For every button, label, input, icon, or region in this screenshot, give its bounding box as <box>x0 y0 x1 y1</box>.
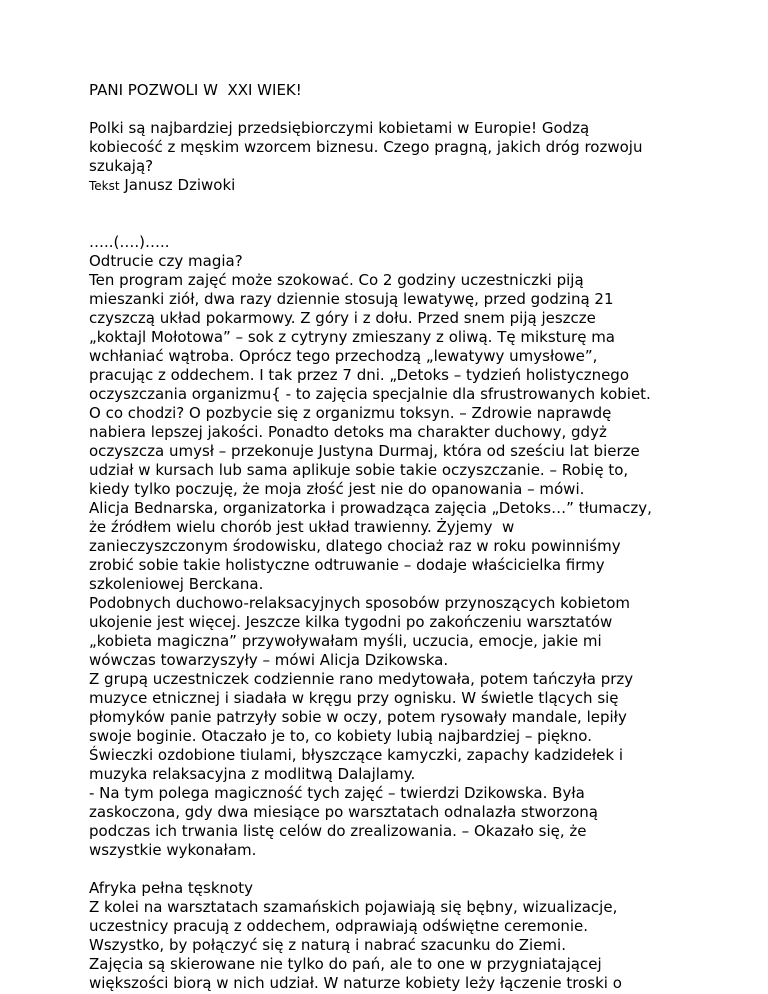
body-line: zanieczyszczonym środowisku, dlatego chociaż raz w roku powinniśmy <box>89 537 621 555</box>
body-line: czyszczą układ pokarmowy. Z góry i z dołu. Przed snem piją jeszcze <box>89 309 596 327</box>
section-title: Odtrucie czy magia? <box>89 252 243 270</box>
body-line: pracując z oddechem. I tak przez 7 dni. „Detoks – tydzień holistycznego <box>89 366 630 384</box>
ellipsis-marker: …..(….)….. <box>89 233 170 251</box>
spacer <box>89 214 757 233</box>
body-line: mieszanki ziół, dwa razy dziennie stosują lewatywę, przed godziną 21 <box>89 290 614 308</box>
body-line: Świeczki ozdobione tiulami, błyszczące kamyczki, zapachy kadzidełek i <box>89 746 624 764</box>
article-heading: PANI POZWOLI W XXI WIEK! <box>89 81 302 99</box>
article-lead <box>89 119 757 176</box>
body-line: Z kolei na warsztatach szamańskich pojawiają się bębny, wizualizacje, <box>89 898 618 916</box>
body-line: „koktajl Mołotowa” – sok z cytryny zmieszany z oliwą. Tę miksturę ma <box>89 328 615 346</box>
body-line: szkoleniowej Berckana. <box>89 575 264 593</box>
lead-line: szukają? <box>89 157 154 175</box>
body-line: O co chodzi? O pozbycie się z organizmu toksyn. – Zdrowie naprawdę <box>89 404 612 422</box>
body-line: wszystkie wykonałam. <box>89 841 257 859</box>
body-line: muzyce etnicznej i siadała w kręgu przy ognisku. W świetle tlących się <box>89 689 619 707</box>
body-line: muzyka relaksacyjna z modlitwą Dalajlamy. <box>89 765 416 783</box>
section-title: Afryka pełna tęsknoty <box>89 879 253 897</box>
section-body <box>89 271 757 860</box>
body-line: Ten program zajęć może szokować. Co 2 godziny uczestniczki piją <box>89 271 584 289</box>
body-line: Alicja Bednarska, organizatorka i prowadząca zajęcia „Detoks…” tłumaczy, <box>89 499 652 517</box>
body-line: oczyszczania organizmu{ - to zajęcia specjalnie dla sfrustrowanych kobiet. <box>89 385 651 403</box>
body-line: zaskoczona, gdy dwa miesiące po warsztatach odnalazła stworzoną <box>89 803 598 821</box>
body-line: zrobić sobie takie holistyczne odtruwanie – dodaje właścicielka firmy <box>89 556 605 574</box>
spacer <box>89 100 757 119</box>
byline <box>89 176 757 195</box>
body-line: wówczas towarzyszyły – mówi Alicja Dzikowska. <box>89 651 449 669</box>
byline-author: Janusz Dziwoki <box>119 176 236 194</box>
body-line: Zajęcia są skierowane nie tylko do pań, ale to one w przygniatającej <box>89 955 602 973</box>
spacer <box>89 860 757 879</box>
body-line: płomyków panie patrzyły sobie w oczy, potem rysowały mandale, lepiły <box>89 708 627 726</box>
body-line: większości biorą w nich udział. W naturze kobiety leży łączenie troski o <box>89 974 622 992</box>
document-page <box>89 81 757 993</box>
body-line: „kobieta magiczna” przywoływałam myśli, uczucia, emocje, jakie mi <box>89 632 602 650</box>
body-line: kiedy tylko poczuję, że moja złość jest nie do opanowania – mówi. <box>89 480 585 498</box>
lead-line: Polki są najbardziej przedsiębiorczymi kobietami w Europie! Godzą <box>89 119 590 137</box>
body-line: Z grupą uczestniczek codziennie rano medytowała, potem tańczyła przy <box>89 670 634 688</box>
body-line: Wszystko, by połączyć się z naturą i nabrać szacunku do Ziemi. <box>89 936 566 954</box>
body-line: swoje boginie. Otaczało je to, co kobiety lubią najbardziej – piękno. <box>89 727 592 745</box>
byline-label: Tekst <box>89 179 120 193</box>
body-line: wchłaniać wątroba. Oprócz tego przechodzą „lewatywy umysłowe”, <box>89 347 598 365</box>
section-body <box>89 898 757 993</box>
spacer <box>89 195 757 214</box>
lead-line: kobiecość z męskim wzorcem biznesu. Czego pragną, jakich dróg rozwoju <box>89 138 643 156</box>
body-line: uczestnicy pracują z oddechem, odprawiają odświętne ceremonie. <box>89 917 588 935</box>
body-line: podczas ich trwania listę celów do zrealizowania. – Okazało się, że <box>89 822 587 840</box>
body-line: nabiera lepszej jakości. Ponadto detoks ma charakter duchowy, gdyż <box>89 423 607 441</box>
body-line: - Na tym polega magiczność tych zajęć – twierdzi Dzikowska. Była <box>89 784 585 802</box>
body-line: że źródłem wielu chorób jest układ trawienny. Żyjemy w <box>89 518 515 536</box>
body-line: Podobnych duchowo-relaksacyjnych sposobów przynoszących kobietom <box>89 594 631 612</box>
body-line: ukojenie jest więcej. Jeszcze kilka tygodni po zakończeniu warsztatów <box>89 613 613 631</box>
body-line: oczyszcza umysł – przekonuje Justyna Durmaj, która od sześciu lat bierze <box>89 442 640 460</box>
body-line: udział w kursach lub sama aplikuje sobie takie oczyszczanie. – Robię to, <box>89 461 629 479</box>
